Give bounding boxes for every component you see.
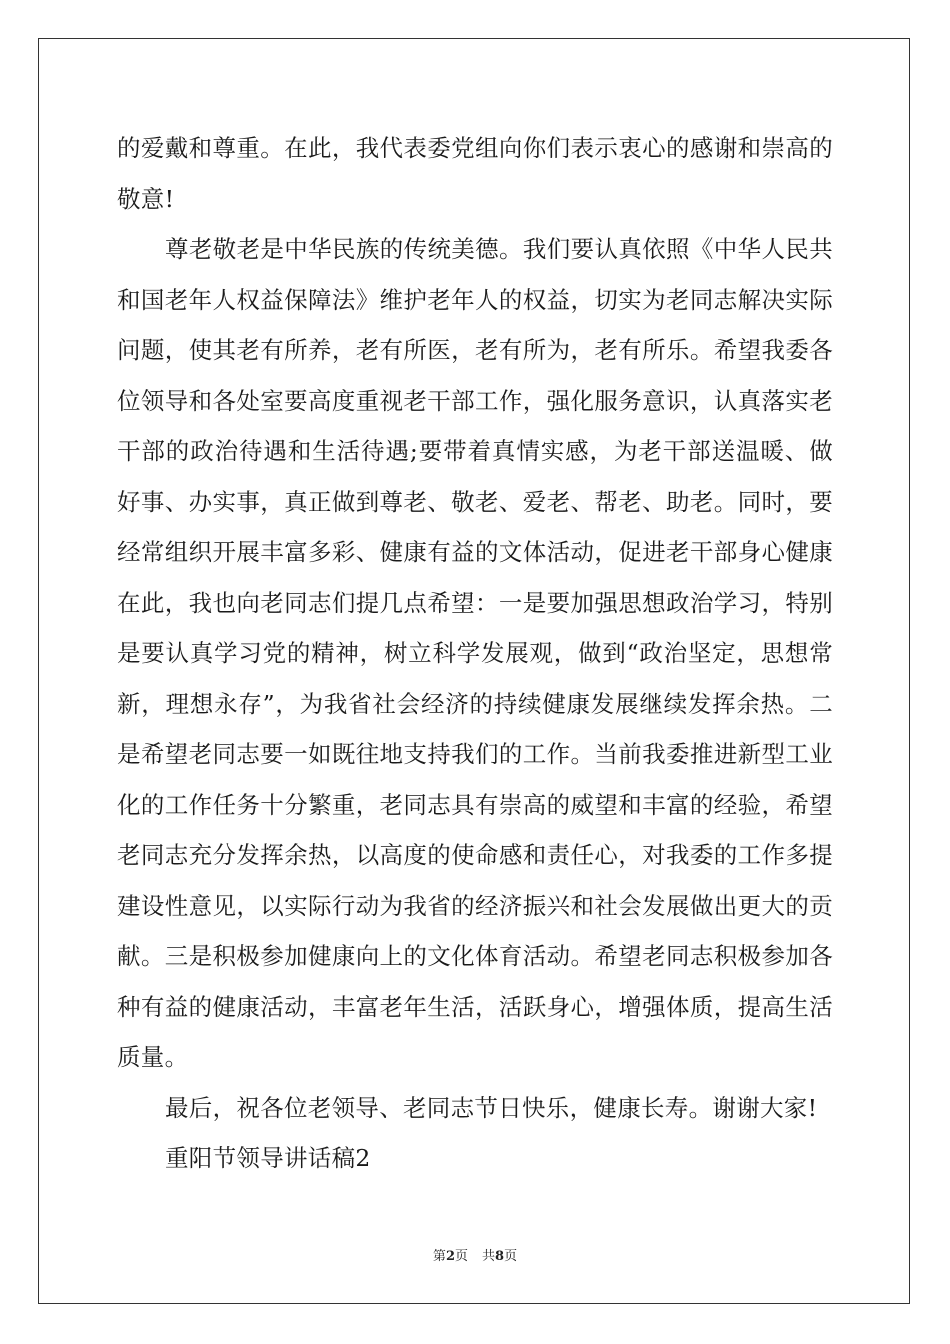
- paragraph-line: 好事、办实事，真正做到尊老、敬老、爱老、帮老、助老。同时，要: [117, 487, 833, 516]
- page-prefix: 第: [432, 1249, 446, 1264]
- page-footer: [0, 1245, 950, 1264]
- paragraph-line: 和国老年人权益保障法》维护老年人的权益，切实为老同志解决实际: [117, 285, 833, 314]
- paragraph-line: 是要认真学习党的精神，树立科学发展观，做到“政治坚定，思想常: [117, 639, 833, 667]
- paragraph-line: 位领导和各处室要高度重视老干部工作，强化服务意识，认真落实老: [117, 386, 833, 415]
- paragraph-line: 干部的政治待遇和生活待遇;要带着真情实感，为老干部送温暖、做: [117, 437, 833, 465]
- total-suffix: 页: [504, 1249, 518, 1264]
- paragraph-line: 质量。: [117, 1043, 189, 1071]
- paragraph-line: 化的工作任务十分繁重，老同志具有崇高的威望和丰富的经验，希望: [117, 790, 833, 819]
- paragraph-line: 问题，使其老有所养，老有所医，老有所为，老有所乐。希望我委各: [117, 336, 833, 364]
- paragraph-line: 献。三是积极参加健康向上的文化体育活动。希望老同志积极参加各: [117, 942, 833, 970]
- paragraph-line: 建设性意见，以实际行动为我省的经济振兴和社会发展做出更大的贡: [117, 891, 833, 920]
- paragraph-line: 的爱戴和尊重。在此，我代表委党组向你们表示衷心的感谢和崇高的: [117, 134, 833, 162]
- total-prefix: 共: [482, 1249, 496, 1264]
- paragraph-line: 经常组织开展丰富多彩、健康有益的文体活动，促进老干部身心健康: [117, 538, 833, 566]
- page-suffix: 页: [454, 1249, 468, 1264]
- paragraph-line: 新，理想永存”，为我省社会经济的持续健康发展继续发挥余热。二: [117, 689, 833, 718]
- paragraph-line: 敬意!: [117, 184, 175, 213]
- document-body: [117, 123, 833, 1184]
- section-heading: 重阳节领导讲话稿2: [165, 1144, 371, 1172]
- paragraph-line: 种有益的健康活动，丰富老年生活，活跃身心，增强体质，提高生活: [117, 992, 833, 1021]
- paragraph-line: 是希望老同志要一如既往地支持我们的工作。当前我委推进新型工业: [117, 740, 833, 768]
- total-page-count: 8: [495, 1249, 505, 1264]
- paragraph-line: 尊老敬老是中华民族的传统美德。我们要认真依照《中华人民共: [165, 235, 833, 263]
- paragraph-line: 在此，我也向老同志们提几点希望：一是要加强思想政治学习，特别: [117, 588, 833, 617]
- paragraph-line: 老同志充分发挥余热，以高度的使命感和责任心，对我委的工作多提: [117, 841, 833, 869]
- current-page-number: 2: [445, 1249, 455, 1264]
- paragraph-line: 最后，祝各位老领导、老同志节日快乐，健康长寿。谢谢大家!: [165, 1093, 818, 1122]
